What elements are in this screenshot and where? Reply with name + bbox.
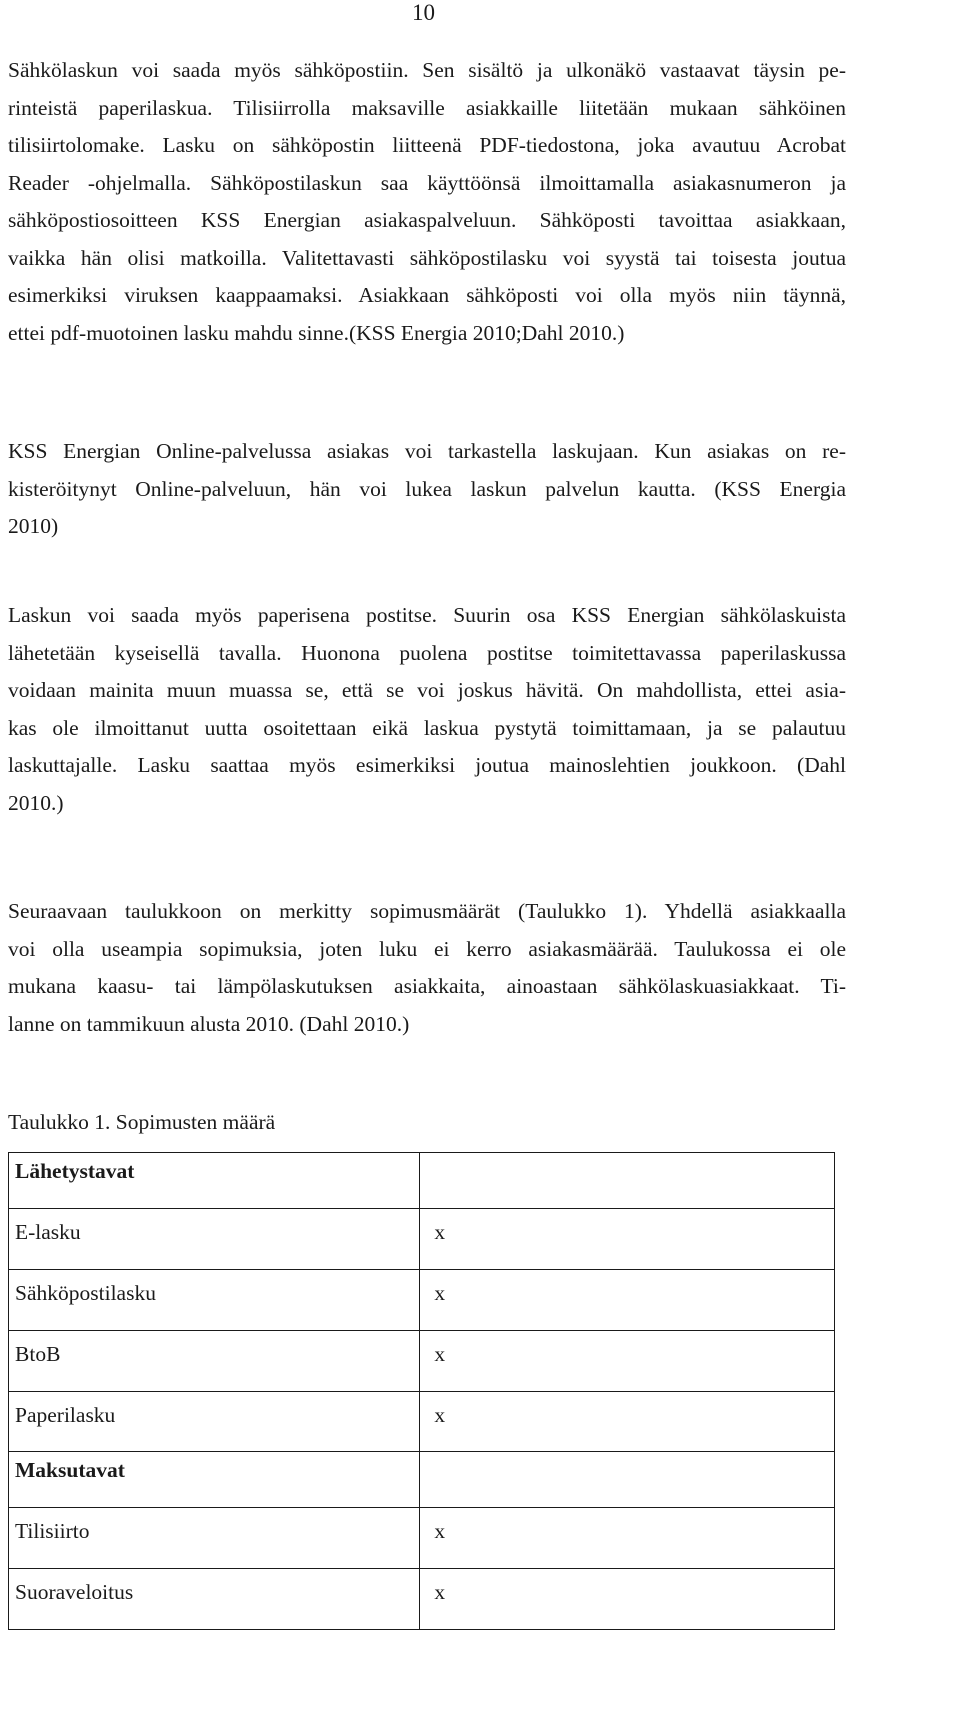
- paragraph-line: tilisiirtolomake. Lasku on sähköpostin liitteenä PDF-tiedostona, joka avautuu Acrobat: [8, 133, 846, 157]
- table-cell-mark: x: [420, 1208, 835, 1269]
- table-cell-label: E-lasku: [9, 1208, 420, 1269]
- table-row: [9, 1569, 835, 1630]
- table-section-row: [9, 1153, 835, 1209]
- paragraph-line: voi olla useampia sopimuksia, joten luku ei kerro asiakasmäärää. Taulukossa ei ole: [8, 936, 846, 961]
- paragraph-line: ettei pdf-muotoinen lasku mahdu sinne.(KSS Energia 2010;Dahl 2010.): [8, 320, 625, 345]
- paragraph-line: KSS Energian Online-palvelussa asiakas voi tarkastella laskujaan. Kun asiakas on re-: [8, 439, 846, 463]
- table-section-row: [9, 1452, 835, 1508]
- paragraph-line: vaikka hän olisi matkoilla. Valitettavasti sähköpostilasku voi syystä tai toisesta joutua: [8, 245, 846, 270]
- paragraph-line: Seuraavaan taulukkoon on merkitty sopimusmäärät (Taulukko 1). Yhdellä asiakkaalla: [8, 899, 846, 923]
- table-cell-mark: x: [420, 1391, 835, 1452]
- paragraph-line: lähetetään kyseisellä tavalla. Huonona puolena postitse toimitettavassa paperilaskussa: [8, 640, 846, 665]
- table-cell-mark: [420, 1153, 835, 1209]
- paragraph-email-invoice: [8, 52, 846, 352]
- table-row: [9, 1391, 835, 1452]
- page-number: 10: [412, 0, 435, 25]
- paragraph-line: esimerkiksi viruksen kaappaamaksi. Asiakkaan sähköposti voi olla myös niin täynnä,: [8, 283, 846, 307]
- paragraph-line: kas ole ilmoittanut uutta osoitettaan eikä laskua pystytä toimittamaan, ja se palautuu: [8, 715, 846, 740]
- paragraph-line: Reader -ohjelmalla. Sähköpostilaskun saa käyttöönsä ilmoittamalla asiakasnumeron ja: [8, 170, 846, 195]
- table-cell-label: Maksutavat: [9, 1452, 420, 1508]
- table-caption: Taulukko 1. Sopimusten määrä: [8, 1110, 276, 1134]
- table-cell-mark: x: [420, 1569, 835, 1630]
- paragraph-paper-invoice: [8, 597, 846, 822]
- paragraph-line: laskuttajalle. Lasku saattaa myös esimerkiksi joutua mainoslehtien joukkoon. (Dahl: [8, 753, 846, 777]
- paragraph-line: Sähkölaskun voi saada myös sähköpostiin. Sen sisältö ja ulkonäkö vastaavat täysin pe-: [8, 58, 846, 82]
- paragraph-line: voidaan mainita muun muassa se, että se voi joskus hävitä. On mahdollista, ettei asia-: [8, 678, 846, 702]
- paragraph-online-service: [8, 433, 846, 546]
- paragraph-line: sähköpostiosoitteen KSS Energian asiakaspalveluun. Sähköposti tavoittaa asiakkaan,: [8, 208, 846, 232]
- table-cell-label: Lähetystavat: [9, 1153, 420, 1209]
- table-cell-label: Sähköpostilasku: [9, 1269, 420, 1330]
- table-cell-label: Suoraveloitus: [9, 1569, 420, 1630]
- table-cell-mark: x: [420, 1508, 835, 1569]
- paragraph-line: kisteröitynyt Online-palveluun, hän voi lukea laskun palvelun kautta. (KSS Energia: [8, 476, 846, 501]
- table-cell-mark: x: [420, 1269, 835, 1330]
- paragraph-line: 2010.): [8, 790, 64, 815]
- table-cell-label: Paperilasku: [9, 1391, 420, 1452]
- paragraph-line: lanne on tammikuun alusta 2010. (Dahl 2010.): [8, 1011, 410, 1036]
- table-row: [9, 1508, 835, 1569]
- paragraph-line: Laskun voi saada myös paperisena postitse. Suurin osa KSS Energian sähkölaskuista: [8, 603, 846, 627]
- table-row: [9, 1330, 835, 1391]
- table-cell-mark: x: [420, 1330, 835, 1391]
- paragraph-line: rinteistä paperilaskua. Tilisiirrolla maksaville asiakkaille liitetään mukaan sähköinen: [8, 95, 846, 120]
- table-row: [9, 1208, 835, 1269]
- paragraph-line: 2010): [8, 514, 59, 538]
- table-row: [9, 1269, 835, 1330]
- table-cell-mark: [420, 1452, 835, 1508]
- table-cell-label: BtoB: [9, 1330, 420, 1391]
- contracts-table: [8, 1152, 835, 1630]
- paragraph-table-intro: [8, 893, 846, 1043]
- paragraph-line: mukana kaasu- tai lämpölaskutuksen asiakkaita, ainoastaan sähkölaskuasiakkaat. Ti-: [8, 974, 846, 998]
- table-cell-label: Tilisiirto: [9, 1508, 420, 1569]
